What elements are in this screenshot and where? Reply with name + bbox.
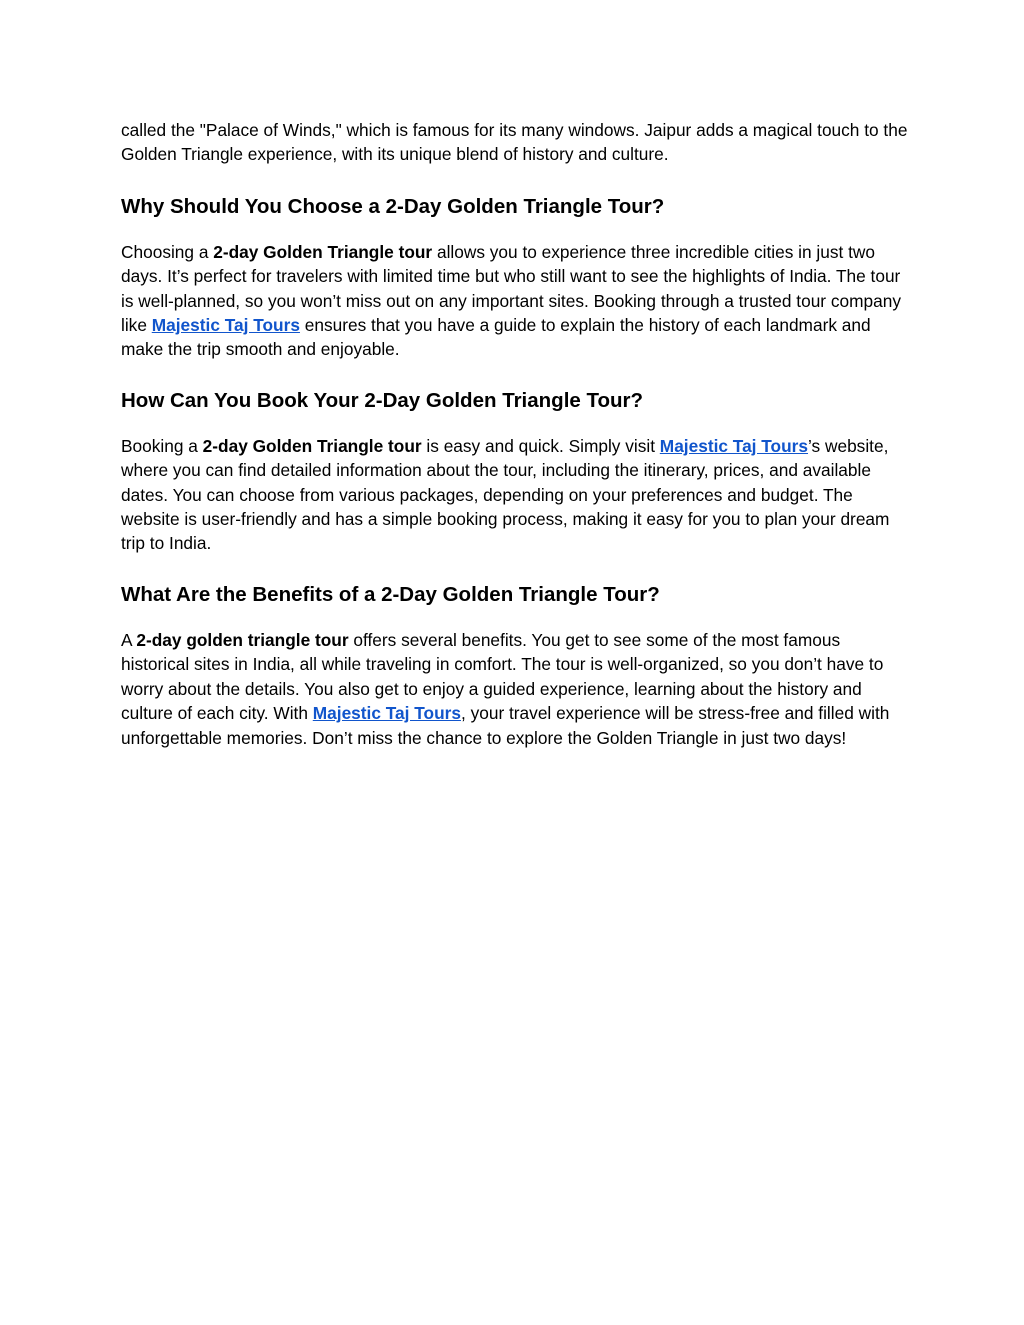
paragraph-text: ensures that you have a guide to explain the history of each landmark and make the trip smooth and enjoyable.: [121, 315, 871, 360]
paragraph-text: ’s website, where you can find detailed information about the tour, including the itinerary, prices, and available dates. You can choose from various packages, depending on your preferences and budget. The website is user-friendly and has a simple booking process, making it easy for you to plan your dream trip to India.: [121, 435, 890, 554]
section-paragraph: [121, 434, 911, 556]
majestic-taj-tours-link[interactable]: Majestic Taj Tours: [659, 435, 809, 456]
paragraph-text: , your travel experience will be stress-free and filled with unforgettable memories. Don’t miss the chance to explore the Golden Triangle in just two days!: [121, 703, 890, 748]
section-paragraph: [121, 628, 911, 750]
majestic-taj-tours-link[interactable]: Majestic Taj Tours: [312, 703, 461, 724]
section-heading: Why Should You Choose a 2-Day Golden Triangle Tour?: [121, 194, 665, 218]
paragraph-text: offers several benefits. You get to see some of the most famous historical sites in India, all while traveling in comfort. The tour is well-organized, so you don’t have to worry about the details. You also get to enjoy a guided experience, learning about the history and culture of each city. With: [121, 629, 884, 724]
paragraph-text: is easy and quick. Simply visit: [421, 435, 660, 456]
majestic-taj-tours-link[interactable]: Majestic Taj Tours: [151, 315, 300, 336]
bold-keyword: 2-day Golden Triangle tour: [213, 241, 433, 262]
section-heading: What Are the Benefits of a 2-Day Golden Triangle Tour?: [121, 582, 660, 606]
section-why-choose: [121, 193, 911, 362]
section-benefits: [121, 581, 911, 750]
paragraph-text: Booking a: [121, 435, 203, 456]
paragraph-text: allows you to experience three incredible cities in just two days. It’s perfect for travelers with limited time but who still want to see the highlights of India. The tour is well-planned, so you won’t miss out on any important sites. Booking through a trusted tour company like: [121, 241, 901, 336]
section-how-to-book: [121, 387, 911, 556]
section-paragraph: [121, 240, 911, 362]
paragraph-text: Choosing a: [121, 241, 214, 262]
intro-paragraph: called the "Palace of Winds," which is famous for its many windows. Jaipur adds a magical touch to the Golden Triangle experience, with its unique blend of history and culture.: [121, 120, 908, 165]
section-heading: How Can You Book Your 2-Day Golden Triangle Tour?: [121, 388, 644, 412]
bold-keyword: 2-day golden triangle tour: [136, 629, 349, 650]
paragraph-text: A: [121, 629, 137, 650]
document-page: [121, 118, 911, 775]
bold-keyword: 2-day Golden Triangle tour: [202, 435, 422, 456]
